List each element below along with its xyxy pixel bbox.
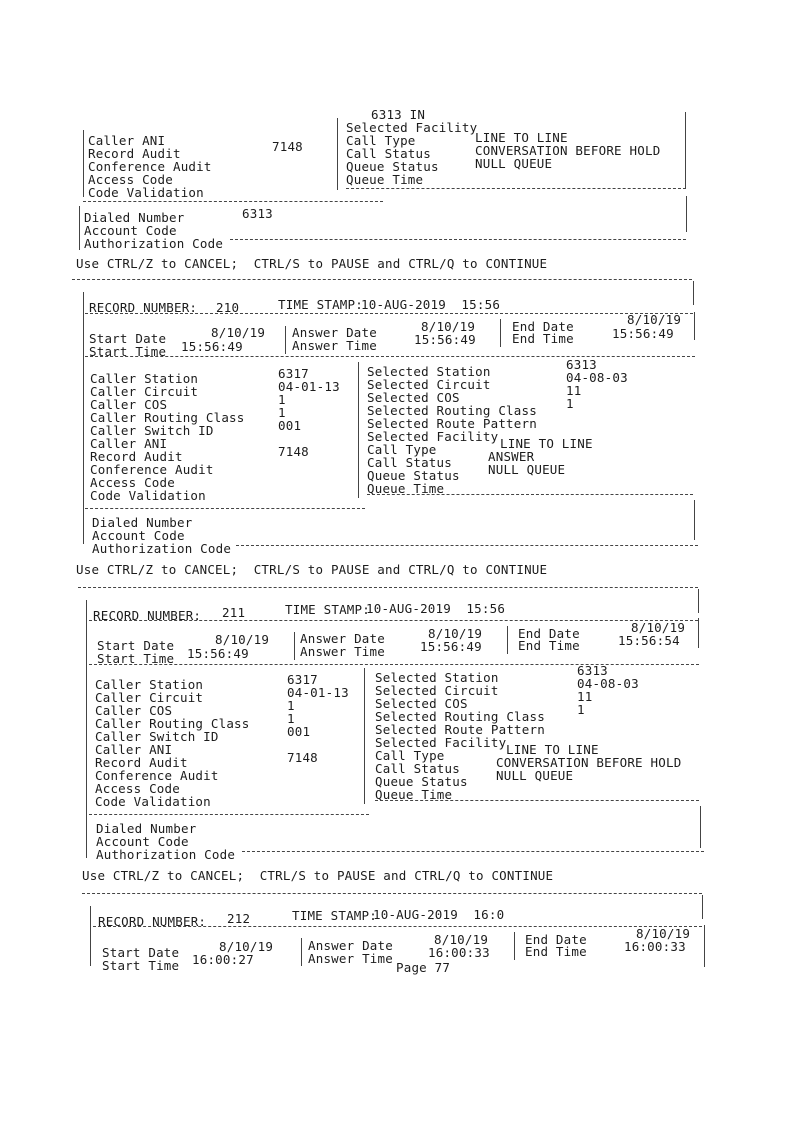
- field-value: NULL QUEUE: [488, 462, 566, 477]
- answer-date-label: Answer Date: [292, 325, 377, 340]
- start-date: 8/10/19: [219, 939, 274, 954]
- divider: [294, 632, 295, 660]
- field-label: Authorization Code: [96, 847, 236, 862]
- field-value: ANSWER: [488, 449, 535, 464]
- field-label: Caller Circuit: [90, 384, 199, 399]
- start-date-label: Start Date: [89, 331, 167, 346]
- divider: [685, 112, 686, 188]
- end-time: 15:56:54: [618, 633, 680, 648]
- start-time: 15:56:49: [181, 339, 243, 354]
- field-label: Caller ANI: [95, 742, 173, 757]
- divider: [693, 281, 694, 305]
- field-label: Selected Circuit: [367, 377, 491, 392]
- divider: [83, 130, 84, 197]
- timestamp-label: TIME STAMP:: [278, 297, 363, 312]
- divider: [500, 319, 501, 347]
- field-value: 6313: [242, 206, 273, 221]
- field-value: CONVERSATION BEFORE HOLD: [496, 755, 682, 770]
- field-label: Call Type: [375, 748, 445, 763]
- field-label: Selected Station: [375, 670, 499, 685]
- field-label: Caller Routing Class: [95, 716, 250, 731]
- divider: [514, 932, 515, 960]
- field-value: 7148: [287, 750, 318, 765]
- field-label: Call Type: [367, 442, 437, 457]
- field-value: NULL QUEUE: [496, 768, 574, 783]
- answer-date: 8/10/19: [421, 319, 476, 334]
- divider: [230, 239, 686, 240]
- answer-time-label: Answer Time: [308, 951, 393, 966]
- continue-prompt: Use CTRL/Z to CANCEL; CTRL/S to PAUSE and CTRL/Q to CONTINUE: [76, 562, 548, 577]
- start-time-label: Start Time: [97, 651, 175, 666]
- field-value: 04-01-13: [278, 379, 340, 394]
- field-value: LINE TO LINE: [475, 130, 568, 145]
- field-label: Caller Switch ID: [95, 729, 219, 744]
- field-label: Call Status: [346, 146, 431, 161]
- end-date-label: End Date: [518, 626, 580, 641]
- divider: [358, 362, 359, 498]
- answer-time: 16:00:33: [428, 945, 490, 960]
- divider: [694, 312, 695, 340]
- answer-time: 15:56:49: [420, 639, 482, 654]
- divider: [285, 326, 286, 354]
- divider: [93, 926, 702, 927]
- divider: [85, 356, 695, 357]
- divider: [78, 587, 698, 588]
- timestamp: 10-AUG-2019 15:56: [361, 297, 501, 312]
- field-label: Selected COS: [367, 390, 460, 405]
- field-label: Conference Audit: [88, 159, 212, 174]
- field-label: Conference Audit: [95, 768, 219, 783]
- field-label: Record Audit: [88, 146, 181, 161]
- field-label: Dialed Number: [92, 515, 193, 530]
- divider: [236, 545, 698, 546]
- end-time: 16:00:33: [624, 939, 686, 954]
- divider: [86, 600, 87, 858]
- field-value: 6313: [566, 357, 597, 372]
- divider: [507, 626, 508, 654]
- divider: [686, 196, 687, 232]
- timestamp: 10-AUG-2019 16:0: [373, 907, 505, 922]
- field-label: Code Validation: [95, 794, 211, 809]
- divider: [367, 494, 693, 495]
- field-label: Call Status: [367, 455, 452, 470]
- field-label: Conference Audit: [90, 462, 214, 477]
- field-label: Caller Switch ID: [90, 423, 214, 438]
- timestamp: 10-AUG-2019 15:56: [366, 601, 506, 616]
- field-label: Dialed Number: [96, 821, 197, 836]
- continue-prompt: Use CTRL/Z to CANCEL; CTRL/S to PAUSE and CTRL/Q to CONTINUE: [82, 868, 554, 883]
- field-value: 7148: [278, 444, 309, 459]
- field-label: Access Code: [88, 172, 173, 187]
- field-label: Record Audit: [95, 755, 188, 770]
- field-label: Selected Station: [367, 364, 491, 379]
- divider: [700, 806, 701, 848]
- answer-date-label: Answer Date: [300, 631, 385, 646]
- field-value: 1: [577, 702, 585, 717]
- divider: [375, 800, 699, 801]
- end-date: 8/10/19: [636, 926, 691, 941]
- field-label: Dialed Number: [84, 210, 185, 225]
- divider: [698, 589, 699, 613]
- record-number: 212: [227, 911, 251, 926]
- field-label: Code Validation: [88, 185, 204, 200]
- answer-date: 8/10/19: [428, 626, 483, 641]
- field-value: 04-01-13: [287, 685, 349, 700]
- facility-value: 6313 IN: [371, 107, 426, 122]
- field-label: Account Code: [92, 528, 185, 543]
- field-value: 11: [577, 689, 593, 704]
- field-label: Caller Circuit: [95, 690, 204, 705]
- answer-time-label: Answer Time: [292, 338, 377, 353]
- end-time-label: End Time: [525, 944, 587, 959]
- field-label: Selected Routing Class: [367, 403, 537, 418]
- end-time: 15:56:49: [612, 326, 674, 341]
- divider: [79, 206, 80, 250]
- divider: [346, 188, 686, 189]
- divider: [89, 620, 698, 621]
- field-value: 1: [287, 698, 295, 713]
- field-value: 001: [287, 724, 311, 739]
- field-label: Account Code: [84, 223, 177, 238]
- field-value: 7148: [272, 139, 303, 154]
- divider: [82, 893, 702, 894]
- field-label: Call Status: [375, 761, 460, 776]
- field-label: Caller Station: [95, 677, 204, 692]
- field-label: Selected Facility: [367, 429, 499, 444]
- field-label: Caller ANI: [90, 436, 168, 451]
- divider: [337, 118, 338, 190]
- divider: [364, 668, 365, 804]
- field-label: Selected Route Pattern: [367, 416, 537, 431]
- divider: [704, 925, 705, 967]
- divider: [90, 906, 91, 966]
- field-label: Queue Status: [375, 774, 468, 789]
- field-value: 001: [278, 418, 302, 433]
- field-label: Account Code: [96, 834, 189, 849]
- field-label: Code Validation: [90, 488, 206, 503]
- end-date-label: End Date: [512, 319, 574, 334]
- field-label: Selected Route Pattern: [375, 722, 545, 737]
- field-label: Selected Facility: [346, 120, 478, 135]
- start-date-label: Start Date: [102, 945, 180, 960]
- field-label: Record Audit: [90, 449, 183, 464]
- field-label: Authorization Code: [84, 236, 224, 251]
- end-date-label: End Date: [525, 932, 587, 947]
- field-value: 1: [566, 396, 574, 411]
- continue-prompt: Use CTRL/Z to CANCEL; CTRL/S to PAUSE and CTRL/Q to CONTINUE: [76, 256, 548, 271]
- start-time: 16:00:27: [192, 952, 254, 967]
- end-date: 8/10/19: [627, 312, 682, 327]
- field-label: Queue Status: [346, 159, 439, 174]
- record-number-label: RECORD NUMBER:: [93, 608, 202, 623]
- divider: [83, 201, 383, 202]
- answer-date: 8/10/19: [434, 932, 489, 947]
- field-label: Queue Time: [375, 787, 453, 802]
- field-value: 04-08-03: [577, 676, 639, 691]
- page-number: Page 77: [396, 960, 451, 975]
- field-value: 1: [278, 405, 286, 420]
- divider: [85, 508, 365, 509]
- field-label: Caller ANI: [88, 133, 166, 148]
- field-label: Queue Status: [367, 468, 460, 483]
- field-value: LINE TO LINE: [500, 436, 593, 451]
- divider: [694, 500, 695, 540]
- field-value: 6313: [577, 663, 608, 678]
- field-value: NULL QUEUE: [475, 156, 553, 171]
- divider: [85, 313, 693, 314]
- record-number: 211: [222, 605, 246, 620]
- record-number: 210: [216, 300, 240, 315]
- field-label: Call Type: [346, 133, 416, 148]
- end-date: 8/10/19: [631, 620, 686, 635]
- divider: [72, 279, 692, 280]
- field-label: Queue Time: [346, 172, 424, 187]
- end-time-label: End Time: [518, 638, 580, 653]
- field-label: Selected Facility: [375, 735, 507, 750]
- field-label: Access Code: [90, 475, 175, 490]
- record-number-label: RECORD NUMBER:: [89, 300, 198, 315]
- field-value: 6317: [287, 672, 318, 687]
- field-value: CONVERSATION BEFORE HOLD: [475, 143, 661, 158]
- field-value: 04-08-03: [566, 370, 628, 385]
- answer-time-label: Answer Time: [300, 644, 385, 659]
- start-date: 8/10/19: [211, 325, 266, 340]
- divider: [301, 938, 302, 966]
- field-value: 6317: [278, 366, 309, 381]
- timestamp-label: TIME STAMP:: [285, 602, 370, 617]
- field-value: 1: [278, 392, 286, 407]
- divider: [702, 895, 703, 919]
- start-time-label: Start Time: [89, 344, 167, 359]
- answer-date-label: Answer Date: [308, 938, 393, 953]
- field-label: Caller Routing Class: [90, 410, 245, 425]
- timestamp-label: TIME STAMP:: [292, 908, 377, 923]
- divider: [242, 851, 704, 852]
- record-number-label: RECORD NUMBER:: [98, 914, 207, 929]
- field-label: Caller COS: [90, 397, 168, 412]
- divider: [698, 618, 699, 648]
- field-label: Selected Routing Class: [375, 709, 545, 724]
- field-label: Authorization Code: [92, 541, 232, 556]
- field-label: Selected COS: [375, 696, 468, 711]
- field-label: Access Code: [95, 781, 180, 796]
- start-date: 8/10/19: [215, 632, 270, 647]
- field-value: LINE TO LINE: [506, 742, 599, 757]
- field-value: 1: [287, 711, 295, 726]
- end-time-label: End Time: [512, 331, 574, 346]
- answer-time: 15:56:49: [414, 332, 476, 347]
- divider: [89, 814, 369, 815]
- field-label: Caller COS: [95, 703, 173, 718]
- start-time: 15:56:49: [187, 646, 249, 661]
- field-label: Caller Station: [90, 371, 199, 386]
- start-date-label: Start Date: [97, 638, 175, 653]
- divider: [83, 292, 84, 544]
- field-label: Selected Circuit: [375, 683, 499, 698]
- start-time-label: Start Time: [102, 958, 180, 973]
- field-value: 11: [566, 383, 582, 398]
- field-label: Queue Time: [367, 481, 445, 496]
